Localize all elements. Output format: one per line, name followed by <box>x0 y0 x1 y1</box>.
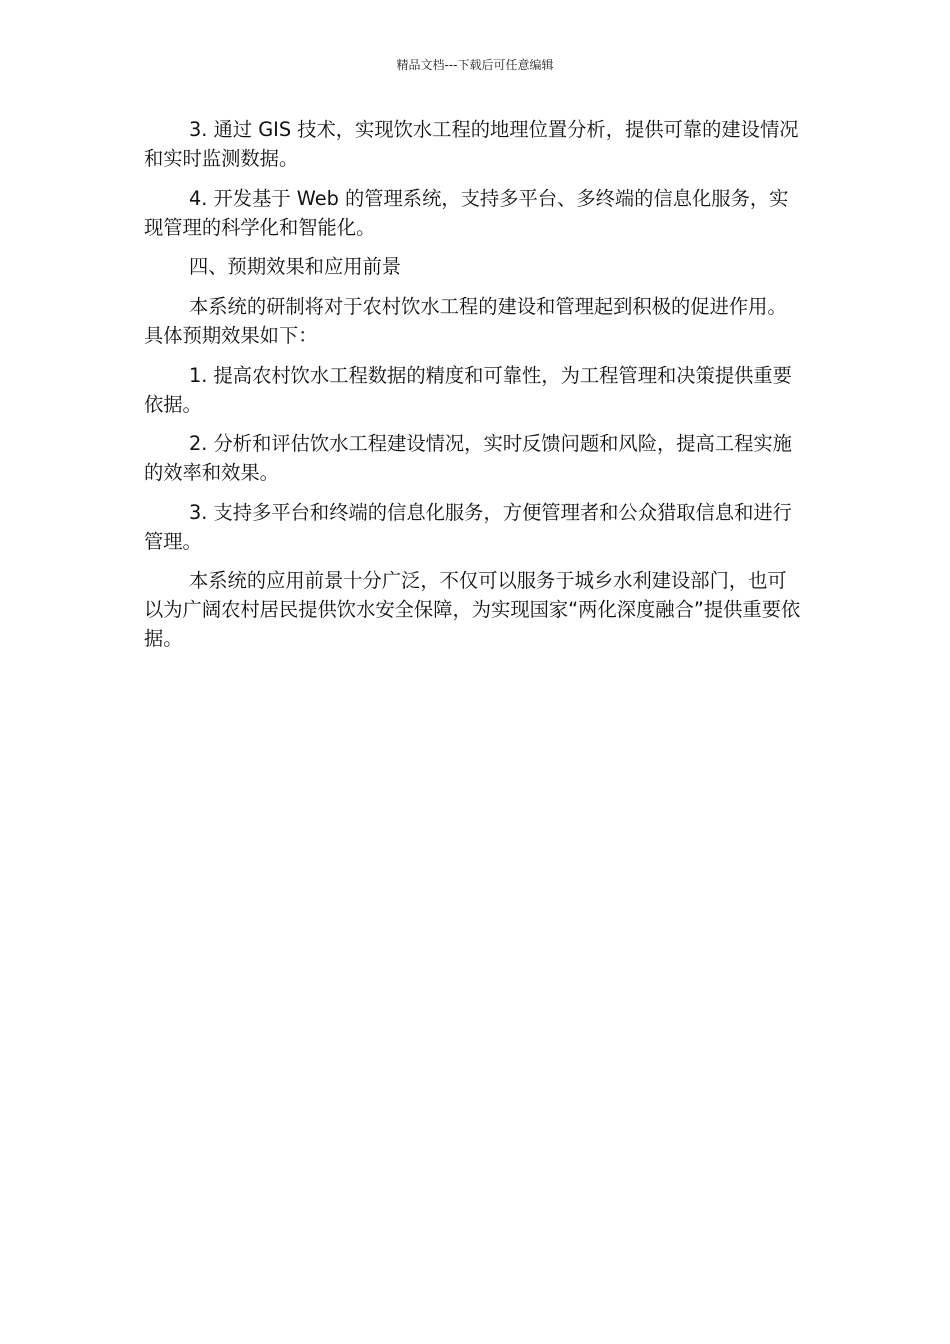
list-item-evaluation: 2. 分析和评估饮水工程建设情况，实时反馈问题和风险，提高工程实施的效率和效果。 <box>144 432 792 484</box>
list-item-platform-service: 3. 支持多平台和终端的信息化服务，方便管理者和公众猎取信息和进行管理。 <box>144 500 792 553</box>
list-item-gis: 3. 通过 GIS 技术，实现饮水工程的地理位置分析，提供可靠的建设情况和实时监测数据。 <box>144 118 799 170</box>
conclusion-paragraph: 本系统的应用前景十分广泛，不仅可以服务于城乡水利建设部门，也可以为广阔农村居民提供饮水安全保障，为实现国家“两化深度融合”提供重要依据。 <box>144 569 801 650</box>
list-item-data-accuracy: 1. 提高农村饮水工程数据的精度和可靠性，为工程管理和决策提供重要依据。 <box>144 363 792 416</box>
section-heading: 四、预期效果和应用前景 <box>189 255 402 278</box>
document-body <box>144 115 804 664</box>
intro-paragraph: 本系统的研制将对于农村饮水工程的建设和管理起到积极的促进作用。具体预期效果如下： <box>144 295 787 347</box>
page-header: 精品文档---下载后可任意编辑 <box>396 58 554 72</box>
list-item-web-system: 4. 开发基于 Web 的管理系统，支持多平台、多终端的信息化服务，实现管理的科学化和智能化。 <box>144 186 789 239</box>
